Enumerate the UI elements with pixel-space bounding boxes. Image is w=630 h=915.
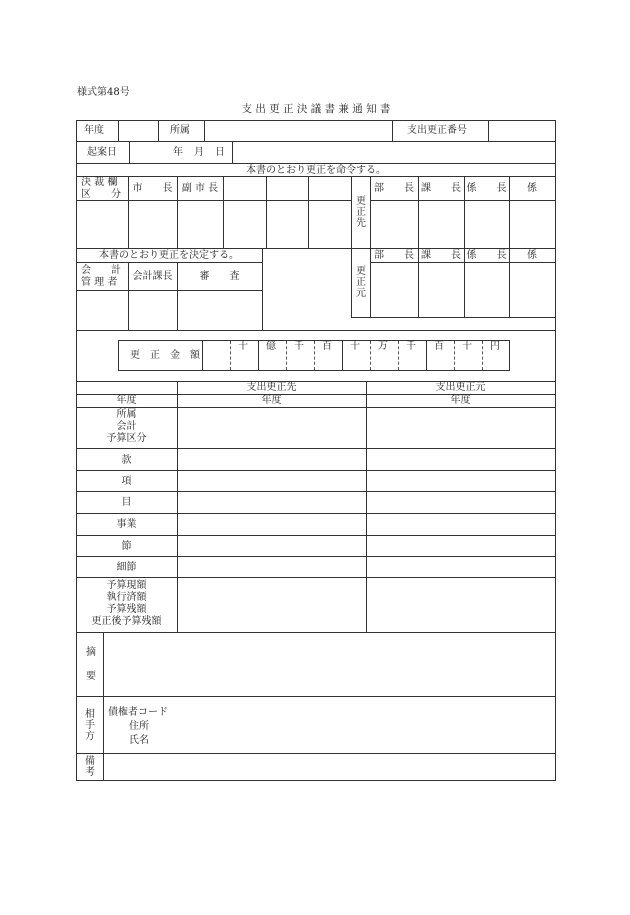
- src-header: 支出更正元: [435, 382, 486, 393]
- mayor-seal-box[interactable]: [130, 202, 175, 246]
- amount-unit-5: 万: [378, 341, 388, 352]
- form-number: 様式第48号: [77, 87, 130, 98]
- src-seal-boxes[interactable]: [372, 264, 555, 315]
- amount-unit-0: 十: [238, 341, 248, 352]
- decide-text: 本書のとおり更正を決定する。: [99, 250, 239, 261]
- department-field[interactable]: [206, 122, 390, 139]
- summary-label-1: 摘: [86, 647, 96, 658]
- amount-unit-2: 千: [294, 341, 304, 352]
- dest-fiscal-year: 年度: [261, 395, 282, 406]
- frame-left: [76, 120, 77, 781]
- src-director-label: 部 長: [374, 250, 414, 261]
- deputy-mayor-seal-box[interactable]: [179, 202, 221, 246]
- src-staff-label: 係: [527, 250, 537, 261]
- creditor-code-label: 債権者コード: [108, 707, 168, 718]
- accounting-label-2: 管 理 者: [81, 277, 118, 288]
- accounting-label-1: 会 計: [81, 265, 121, 276]
- draft-date-label: 起案日: [87, 147, 117, 158]
- dest-staff-label: 係: [527, 183, 537, 194]
- src-chief-label: 係 長: [466, 250, 507, 261]
- detail-fiscal-year-label: 年度: [116, 395, 137, 406]
- name-label: 氏名: [129, 735, 149, 746]
- src-label: 更正元: [356, 266, 366, 299]
- department-label: 所属: [170, 125, 190, 136]
- decision-column-label-2: 区 分: [81, 189, 121, 200]
- remarks-field[interactable]: [105, 755, 553, 779]
- draft-month-unit: 月: [194, 147, 204, 158]
- saisetsu-label: 細節: [116, 562, 137, 573]
- correction-number-label: 支出更正番号: [407, 125, 467, 136]
- document-title: 支 出 更 正 決 議 書 兼 通 知 書: [241, 103, 391, 115]
- jigyo-label: 事業: [116, 519, 137, 530]
- frame-right: [555, 120, 556, 781]
- dest-label: 更正先: [356, 196, 366, 229]
- accounting-manager-label: 会計課長: [132, 271, 173, 282]
- draft-day-unit: 日: [215, 147, 225, 158]
- moku-label: 目: [121, 497, 132, 508]
- amount-unit-7: 百: [434, 341, 444, 352]
- kan-label: 款: [121, 455, 132, 466]
- budget-amounts-label: 予算現額 執行済額 予算残額 更正後予算残額: [91, 580, 162, 627]
- audit-label: 審 査: [199, 271, 240, 282]
- amount-field[interactable]: [204, 342, 508, 369]
- counterparty-field[interactable]: [180, 698, 553, 751]
- dest-director-label: 部 長: [374, 183, 414, 194]
- draft-date-field[interactable]: [131, 143, 230, 161]
- decision-column-label-1: 決 裁 欄: [81, 177, 118, 188]
- amount-unit-8: 十: [462, 341, 472, 352]
- correction-number-field[interactable]: [490, 122, 553, 139]
- fiscal-year-field[interactable]: [120, 122, 156, 139]
- dept-budget-label: 所属 会計 予算区分: [106, 409, 147, 444]
- summary-field[interactable]: [105, 634, 553, 694]
- amount-label: 更 正 金 額: [130, 350, 200, 361]
- setsu-label: 節: [121, 541, 132, 552]
- amount-unit-6: 千: [406, 341, 416, 352]
- frame-bottom: [76, 780, 556, 781]
- dest-header: 支出更正先: [246, 382, 297, 393]
- src-manager-label: 課 長: [421, 250, 461, 261]
- src-fiscal-year: 年度: [450, 395, 471, 406]
- amount-unit-9: 円: [490, 341, 500, 352]
- draft-year-unit: 年: [173, 147, 183, 158]
- deputy-mayor-label: 副 市 長: [181, 183, 219, 194]
- amount-unit-3: 百: [322, 341, 332, 352]
- dest-chief-label: 係 長: [466, 183, 507, 194]
- remarks-label: 備考: [85, 756, 95, 778]
- mayor-label: 市 長: [132, 183, 173, 194]
- src-detail-fields[interactable]: [368, 409, 553, 630]
- order-text: 本書のとおり更正を命令する。: [246, 165, 386, 176]
- dest-manager-label: 課 長: [421, 183, 461, 194]
- fiscal-year-label: 年度: [84, 125, 104, 136]
- address-label: 住所: [129, 721, 149, 732]
- amount-unit-1: 億: [266, 341, 276, 352]
- frame-top: [76, 120, 556, 121]
- counterparty-label: 相手方: [85, 709, 95, 742]
- dest-seal-boxes[interactable]: [372, 202, 555, 246]
- amount-unit-4: 十: [350, 341, 360, 352]
- dest-detail-fields[interactable]: [179, 409, 364, 630]
- kou-label: 項: [121, 476, 132, 487]
- summary-label-2: 要: [86, 671, 96, 682]
